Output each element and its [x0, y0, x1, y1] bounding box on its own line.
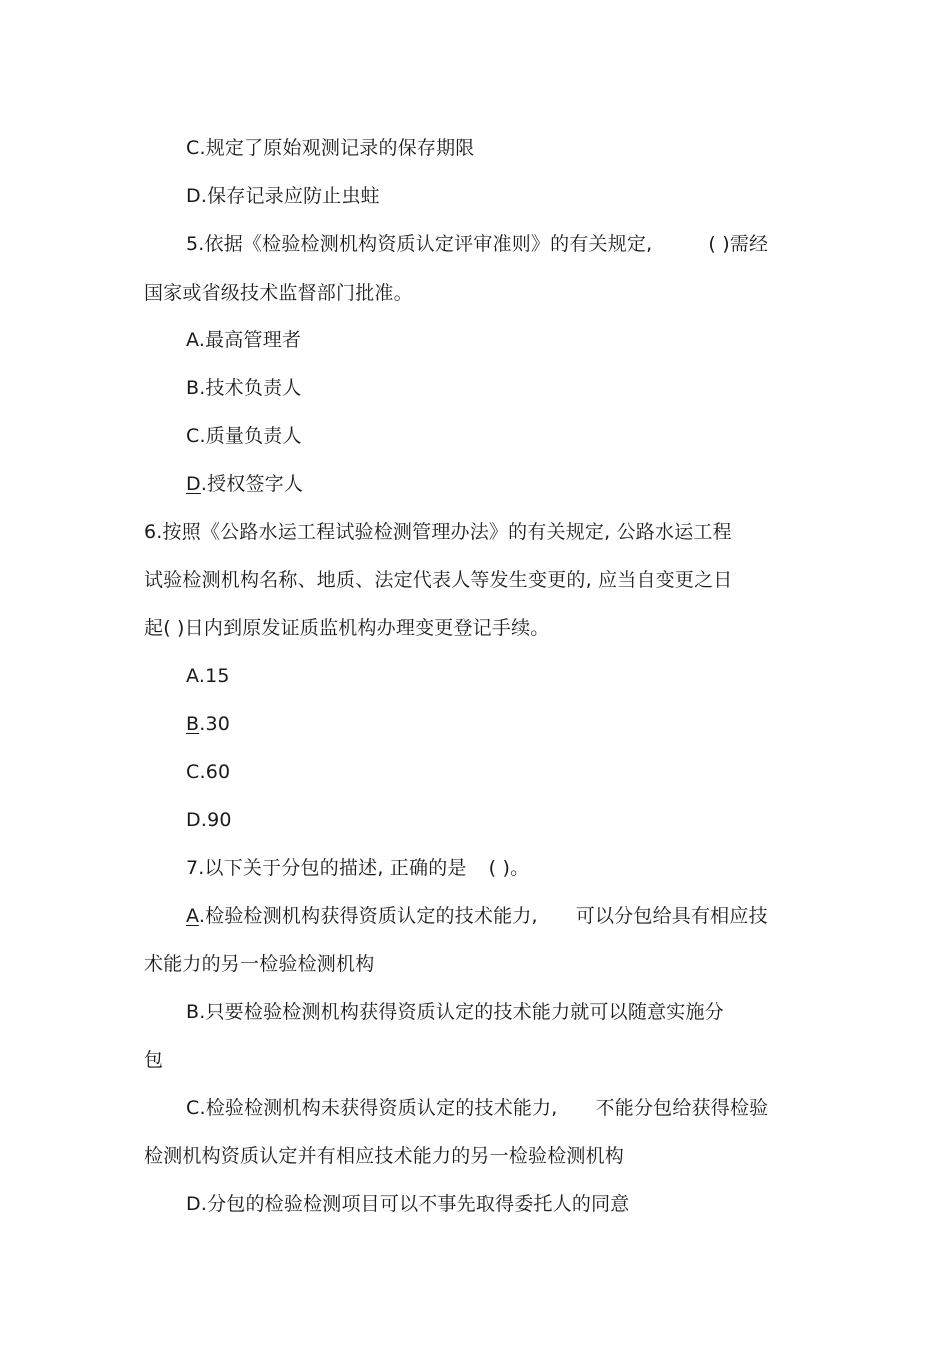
- q7-option-b-line2: 包: [144, 1049, 164, 1071]
- q7-option-c-text2: 不能分包给获得检验: [595, 1097, 769, 1119]
- q6-stem-line2: 试验检测机构名称、地质、法定代表人等发生变更的, 应当自变更之日: [144, 569, 733, 591]
- q5-option-d: [186, 472, 303, 496]
- q7-option-a-line1: [186, 904, 768, 928]
- q7-option-c-text1: C.检验检测机构未获得资质认定的技术能力,: [186, 1097, 558, 1119]
- q5-stem-text: 5.依据《检验检测机构资质认定评审准则》的有关规定,: [186, 233, 653, 255]
- q5-option-d-letter: D: [186, 473, 201, 495]
- q5-stem-blank: ( )需经: [708, 233, 769, 255]
- q6-stem-line1: 6.按照《公路水运工程试验检测管理办法》的有关规定, 公路水运工程: [144, 521, 732, 543]
- q7-option-a-line2: 术能力的另一检验检测机构: [144, 953, 375, 975]
- q7-option-a-text2: 可以分包给具有相应技: [575, 905, 768, 927]
- q4-option-c: C.规定了原始观测记录的保存期限: [186, 137, 475, 159]
- q5-option-c: C.质量负责人: [186, 425, 302, 447]
- q6-option-b-letter: B: [186, 713, 200, 735]
- q6-option-c: C.60: [186, 761, 231, 783]
- q6-stem-line3: 起( )日内到原发证质监机构办理变更登记手续。: [144, 617, 550, 639]
- q7-stem-blank: ( )。: [488, 857, 530, 879]
- q7-option-b-line1: B.只要检验检测机构获得资质认定的技术能力就可以随意实施分: [186, 1001, 724, 1023]
- q6-option-d: D.90: [186, 809, 232, 831]
- q7-option-c-line1: [186, 1096, 768, 1120]
- q4-option-d: D.保存记录应防止虫蛀: [186, 185, 380, 207]
- q6-option-a: A.15: [186, 665, 230, 687]
- q7-option-d: D.分包的检验检测项目可以不事先取得委托人的同意: [186, 1193, 630, 1215]
- q6-option-b: [186, 712, 230, 736]
- q5-option-b: B.技术负责人: [186, 377, 302, 399]
- q5-option-a: A.最高管理者: [186, 329, 302, 351]
- q7-stem-text: 7.以下关于分包的描述, 正确的是: [186, 857, 467, 879]
- q7-option-a-text1: .检验检测机构获得资质认定的技术能力,: [198, 905, 538, 927]
- q5-stem-line2: 国家或省级技术监督部门批准。: [144, 282, 413, 304]
- q7-option-a-letter: A: [186, 905, 199, 927]
- q6-option-b-text: .30: [199, 713, 231, 735]
- q5-stem-line1: [186, 232, 768, 256]
- q7-option-c-line2: 检测机构资质认定并有相应技术能力的另一检验检测机构: [144, 1145, 625, 1167]
- q7-stem: [186, 856, 529, 880]
- q5-option-d-text: .授权签字人: [200, 473, 304, 495]
